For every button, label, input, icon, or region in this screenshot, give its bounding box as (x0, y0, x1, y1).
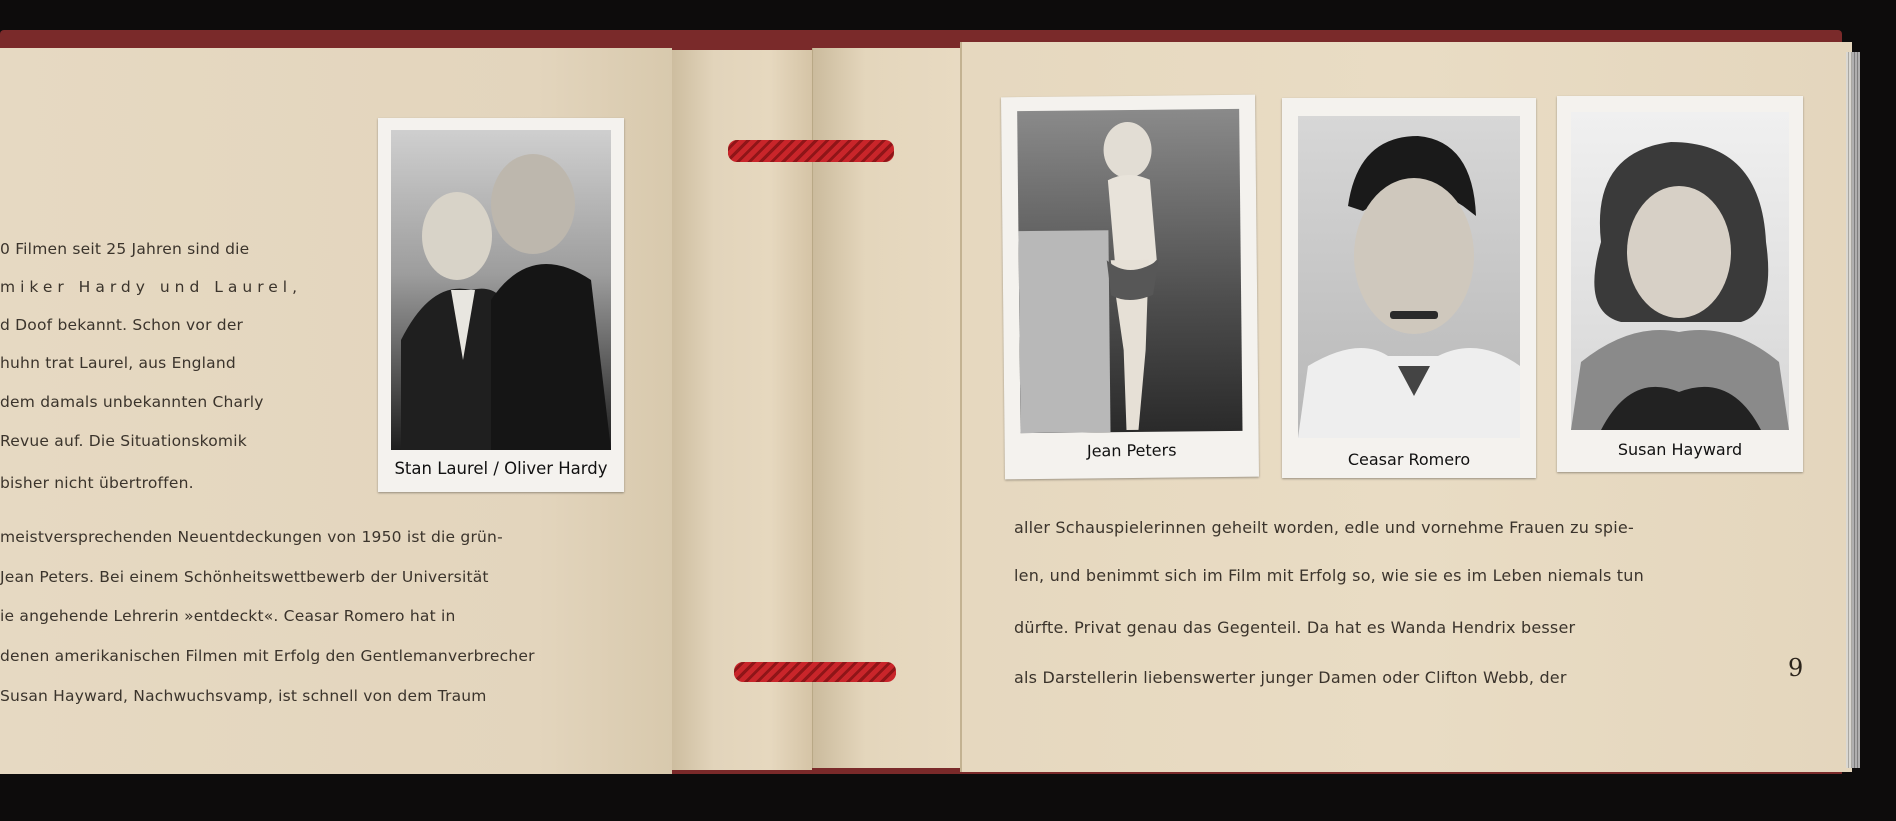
photo-card-susan-hayward (1557, 96, 1803, 472)
left-text-line: ie angehende Lehrerin »entdeckt«. Ceasar Romero hat in (0, 607, 456, 625)
page-stack-edge (1846, 52, 1860, 768)
portrait-silhouette (1571, 112, 1789, 430)
bottom-shadow (0, 774, 1896, 821)
photo-jean-peters (1017, 109, 1242, 433)
photo-card-ceasar-romero (1282, 98, 1536, 478)
right-text-line: dürfte. Privat genau das Gegenteil. Da hat es Wanda Hendrix besser (1014, 618, 1576, 637)
left-text-line: Jean Peters. Bei einem Schönheitswettbewerb der Universität (0, 568, 489, 586)
portrait-silhouette (1017, 109, 1242, 433)
page-number: 9 (1788, 654, 1804, 682)
left-text-line: miker Hardy und Laurel, (0, 278, 303, 296)
caption-laurel-hardy: Stan Laurel / Oliver Hardy (394, 459, 608, 478)
caption-jean-peters: Jean Peters (1086, 440, 1177, 461)
right-text-line: len, und benimmt sich im Film mit Erfolg so, wie sie es im Leben niemals tun (1014, 566, 1644, 585)
photo-card-laurel-hardy (378, 118, 624, 492)
binding-string-top (728, 140, 894, 162)
left-text-line: 0 Filmen seit 25 Jahren sind die (0, 240, 250, 258)
left-text-line: denen amerikanischen Filmen mit Erfolg den Gentlemanverbrecher (0, 647, 535, 665)
left-text-line: Susan Hayward, Nachwuchsvamp, ist schnell von dem Traum (0, 687, 487, 705)
photo-laurel-hardy (391, 130, 611, 450)
left-text-line: Revue auf. Die Situationskomik (0, 432, 247, 450)
left-text-line: d Doof bekannt. Schon vor der (0, 316, 244, 334)
right-text-line: als Darstellerin liebenswerter junger Damen oder Clifton Webb, der (1014, 668, 1567, 687)
photo-susan-hayward (1571, 112, 1789, 430)
photo-ceasar-romero (1298, 116, 1520, 438)
binding-string-bottom (734, 662, 896, 682)
portrait-silhouette (1298, 116, 1520, 438)
left-text-line: bisher nicht übertroffen. (0, 474, 194, 492)
left-text-line: huhn trat Laurel, aus England (0, 354, 236, 372)
photo-card-jean-peters (1001, 95, 1259, 480)
caption-ceasar-romero: Ceasar Romero (1347, 450, 1471, 469)
left-text-line: dem damals unbekannten Charly (0, 393, 264, 411)
right-text-line: aller Schauspielerinnen geheilt worden, edle und vornehme Frauen zu spie- (1014, 518, 1634, 537)
left-text-line: meistversprechenden Neuentdeckungen von 1950 ist die grün- (0, 528, 503, 546)
caption-susan-hayward: Susan Hayward (1617, 440, 1743, 459)
portrait-silhouette (391, 130, 611, 450)
